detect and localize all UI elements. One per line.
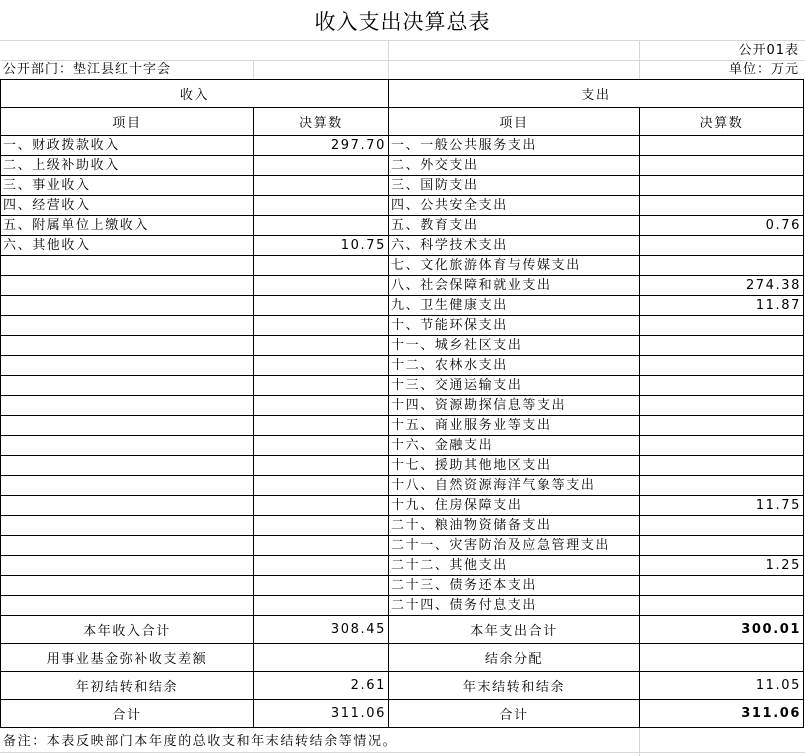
income-amount-cell: 297.70 <box>254 136 389 156</box>
table-row <box>1 476 804 496</box>
department-label: 公开部门：垫江县红十字会 <box>3 62 172 77</box>
report-title: 收入支出决算总表 <box>314 10 491 34</box>
income-item-cell <box>1 316 254 336</box>
income-amount-cell <box>254 156 389 176</box>
gridline <box>0 752 805 753</box>
income-amount-cell <box>254 556 389 576</box>
table-row <box>1 436 804 456</box>
income-item-cell: 三、事业收入 <box>1 176 254 196</box>
summary-expense-label: 合计 <box>389 700 640 728</box>
expense-section-header: 支出 <box>389 80 804 108</box>
income-item-cell <box>1 576 254 596</box>
income-amount-cell <box>254 316 389 336</box>
income-item-cell <box>1 456 254 476</box>
summary-expense-label: 本年支出合计 <box>389 616 640 644</box>
summary-row <box>1 644 804 672</box>
expense-item-cell: 九、卫生健康支出 <box>389 296 640 316</box>
expense-amount-cell <box>640 576 804 596</box>
income-amount-cell <box>254 376 389 396</box>
expense-item-cell: 二十四、债务付息支出 <box>389 596 640 616</box>
income-item-cell: 五、附属单位上缴收入 <box>1 216 254 236</box>
expense-amount-cell: 11.75 <box>640 496 804 516</box>
expense-amount-cell <box>640 456 804 476</box>
expense-item-cell: 六、科学技术支出 <box>389 236 640 256</box>
section-header-row <box>1 80 804 108</box>
expense-amount-cell <box>640 136 804 156</box>
expense-amount-cell <box>640 476 804 496</box>
expense-item-cell: 二十三、债务还本支出 <box>389 576 640 596</box>
expense-item-cell: 二、外交支出 <box>389 156 640 176</box>
income-item-cell <box>1 256 254 276</box>
income-item-cell: 一、财政拨款收入 <box>1 136 254 156</box>
income-amount-cell <box>254 516 389 536</box>
expense-item-cell: 十六、金融支出 <box>389 436 640 456</box>
expense-item-cell: 十、节能环保支出 <box>389 316 640 336</box>
gridline <box>0 40 805 41</box>
income-item-cell <box>1 396 254 416</box>
summary-expense-amount <box>640 644 804 672</box>
column-header-row <box>1 108 804 136</box>
income-item-cell <box>1 516 254 536</box>
income-amount-cell <box>254 576 389 596</box>
summary-row <box>1 616 804 644</box>
expense-item-cell: 十八、自然资源海洋气象等支出 <box>389 476 640 496</box>
income-item-cell: 四、经营收入 <box>1 196 254 216</box>
gridline <box>253 60 254 79</box>
expense-item-cell: 五、教育支出 <box>389 216 640 236</box>
summary-income-amount <box>254 644 389 672</box>
summary-income-amount: 311.06 <box>254 700 389 728</box>
income-amount-cell <box>254 296 389 316</box>
expense-amount-cell <box>640 596 804 616</box>
income-amount-cell <box>254 196 389 216</box>
expense-amount-cell <box>640 336 804 356</box>
income-amount-cell <box>254 456 389 476</box>
income-amount-cell <box>254 536 389 556</box>
table-row <box>1 456 804 476</box>
income-section-header: 收入 <box>1 80 389 108</box>
expense-item-header: 项目 <box>389 108 640 136</box>
expense-item-cell: 一、一般公共服务支出 <box>389 136 640 156</box>
expense-amount-cell <box>640 436 804 456</box>
table-row <box>1 536 804 556</box>
table-row <box>1 216 804 236</box>
table-row <box>1 376 804 396</box>
summary-row <box>1 700 804 728</box>
income-item-cell <box>1 336 254 356</box>
income-item-cell <box>1 536 254 556</box>
gridline <box>388 40 389 79</box>
expense-item-cell: 十四、资源勘探信息等支出 <box>389 396 640 416</box>
income-item-cell <box>1 556 254 576</box>
summary-income-label: 用事业基金弥补收支差额 <box>1 644 254 672</box>
summary-income-amount: 308.45 <box>254 616 389 644</box>
expense-amount-cell <box>640 356 804 376</box>
expense-item-cell: 二十二、其他支出 <box>389 556 640 576</box>
summary-expense-amount: 311.06 <box>640 700 804 728</box>
expense-amount-cell: 11.87 <box>640 296 804 316</box>
expense-item-cell: 八、社会保障和就业支出 <box>389 276 640 296</box>
table-row <box>1 556 804 576</box>
summary-expense-amount: 11.05 <box>640 672 804 700</box>
income-amount-cell <box>254 256 389 276</box>
expense-item-cell: 十七、援助其他地区支出 <box>389 456 640 476</box>
table-row <box>1 416 804 436</box>
income-amount-cell <box>254 436 389 456</box>
table-row <box>1 176 804 196</box>
form-number: 公开01表 <box>738 43 799 58</box>
expense-amount-cell <box>640 316 804 336</box>
summary-row <box>1 672 804 700</box>
table-row <box>1 516 804 536</box>
expense-item-cell: 十三、交通运输支出 <box>389 376 640 396</box>
income-amount-cell <box>254 596 389 616</box>
income-amount-cell <box>254 336 389 356</box>
income-item-cell: 二、上级补助收入 <box>1 156 254 176</box>
income-item-cell <box>1 296 254 316</box>
expense-amount-cell <box>640 536 804 556</box>
income-amount-cell <box>254 496 389 516</box>
expense-amount-cell <box>640 256 804 276</box>
income-amount-cell <box>254 216 389 236</box>
table-row <box>1 396 804 416</box>
unit-label: 单位：万元 <box>728 62 799 77</box>
income-amount-cell <box>254 356 389 376</box>
table-row <box>1 496 804 516</box>
income-item-header: 项目 <box>1 108 254 136</box>
income-amount-cell <box>254 396 389 416</box>
summary-income-label: 合计 <box>1 700 254 728</box>
table-row <box>1 576 804 596</box>
summary-income-label: 本年收入合计 <box>1 616 254 644</box>
expense-item-cell: 二十、粮油物资储备支出 <box>389 516 640 536</box>
income-item-cell <box>1 276 254 296</box>
income-expense-table <box>0 79 804 728</box>
income-amount-cell <box>254 416 389 436</box>
income-item-cell: 六、其他收入 <box>1 236 254 256</box>
expense-amount-cell <box>640 196 804 216</box>
expense-amount-cell <box>640 516 804 536</box>
expense-item-cell: 十九、住房保障支出 <box>389 496 640 516</box>
expense-amount-cell <box>640 156 804 176</box>
income-amount-cell <box>254 176 389 196</box>
table-row <box>1 276 804 296</box>
income-item-cell <box>1 416 254 436</box>
expense-amount-cell <box>640 416 804 436</box>
table-row <box>1 336 804 356</box>
table-row <box>1 196 804 216</box>
summary-income-amount: 2.61 <box>254 672 389 700</box>
summary-income-label: 年初结转和结余 <box>1 672 254 700</box>
income-item-cell <box>1 356 254 376</box>
summary-expense-label: 结余分配 <box>389 644 640 672</box>
table-row <box>1 596 804 616</box>
income-item-cell <box>1 476 254 496</box>
table-row <box>1 256 804 276</box>
expense-item-cell: 十五、商业服务业等支出 <box>389 416 640 436</box>
income-item-cell <box>1 596 254 616</box>
expense-item-cell: 三、国防支出 <box>389 176 640 196</box>
footnote: 备注：本表反映部门本年度的总收支和年末结转结余等情况。 <box>3 734 398 749</box>
expense-amount-cell: 274.38 <box>640 276 804 296</box>
table-row <box>1 236 804 256</box>
gridline <box>639 40 640 79</box>
income-item-cell <box>1 436 254 456</box>
summary-expense-label: 年末结转和结余 <box>389 672 640 700</box>
income-amount-cell <box>254 476 389 496</box>
table-row <box>1 296 804 316</box>
summary-expense-amount: 300.01 <box>640 616 804 644</box>
expense-amount-cell <box>640 396 804 416</box>
income-amount-cell <box>254 276 389 296</box>
expense-item-cell: 二十一、灾害防治及应急管理支出 <box>389 536 640 556</box>
table-row <box>1 156 804 176</box>
expense-item-cell: 四、公共安全支出 <box>389 196 640 216</box>
expense-amount-cell: 0.76 <box>640 216 804 236</box>
table-row <box>1 356 804 376</box>
table-row <box>1 136 804 156</box>
gridline <box>639 727 640 756</box>
expense-amount-cell: 1.25 <box>640 556 804 576</box>
income-item-cell <box>1 496 254 516</box>
table-row <box>1 316 804 336</box>
expense-amount-cell <box>640 236 804 256</box>
expense-amount-cell <box>640 176 804 196</box>
expense-item-cell: 七、文化旅游体育与传媒支出 <box>389 256 640 276</box>
income-item-cell <box>1 376 254 396</box>
income-amount-header: 决算数 <box>254 108 389 136</box>
expense-item-cell: 十二、农林水支出 <box>389 356 640 376</box>
expense-amount-header: 决算数 <box>640 108 804 136</box>
income-amount-cell: 10.75 <box>254 236 389 256</box>
expense-item-cell: 十一、城乡社区支出 <box>389 336 640 356</box>
expense-amount-cell <box>640 376 804 396</box>
